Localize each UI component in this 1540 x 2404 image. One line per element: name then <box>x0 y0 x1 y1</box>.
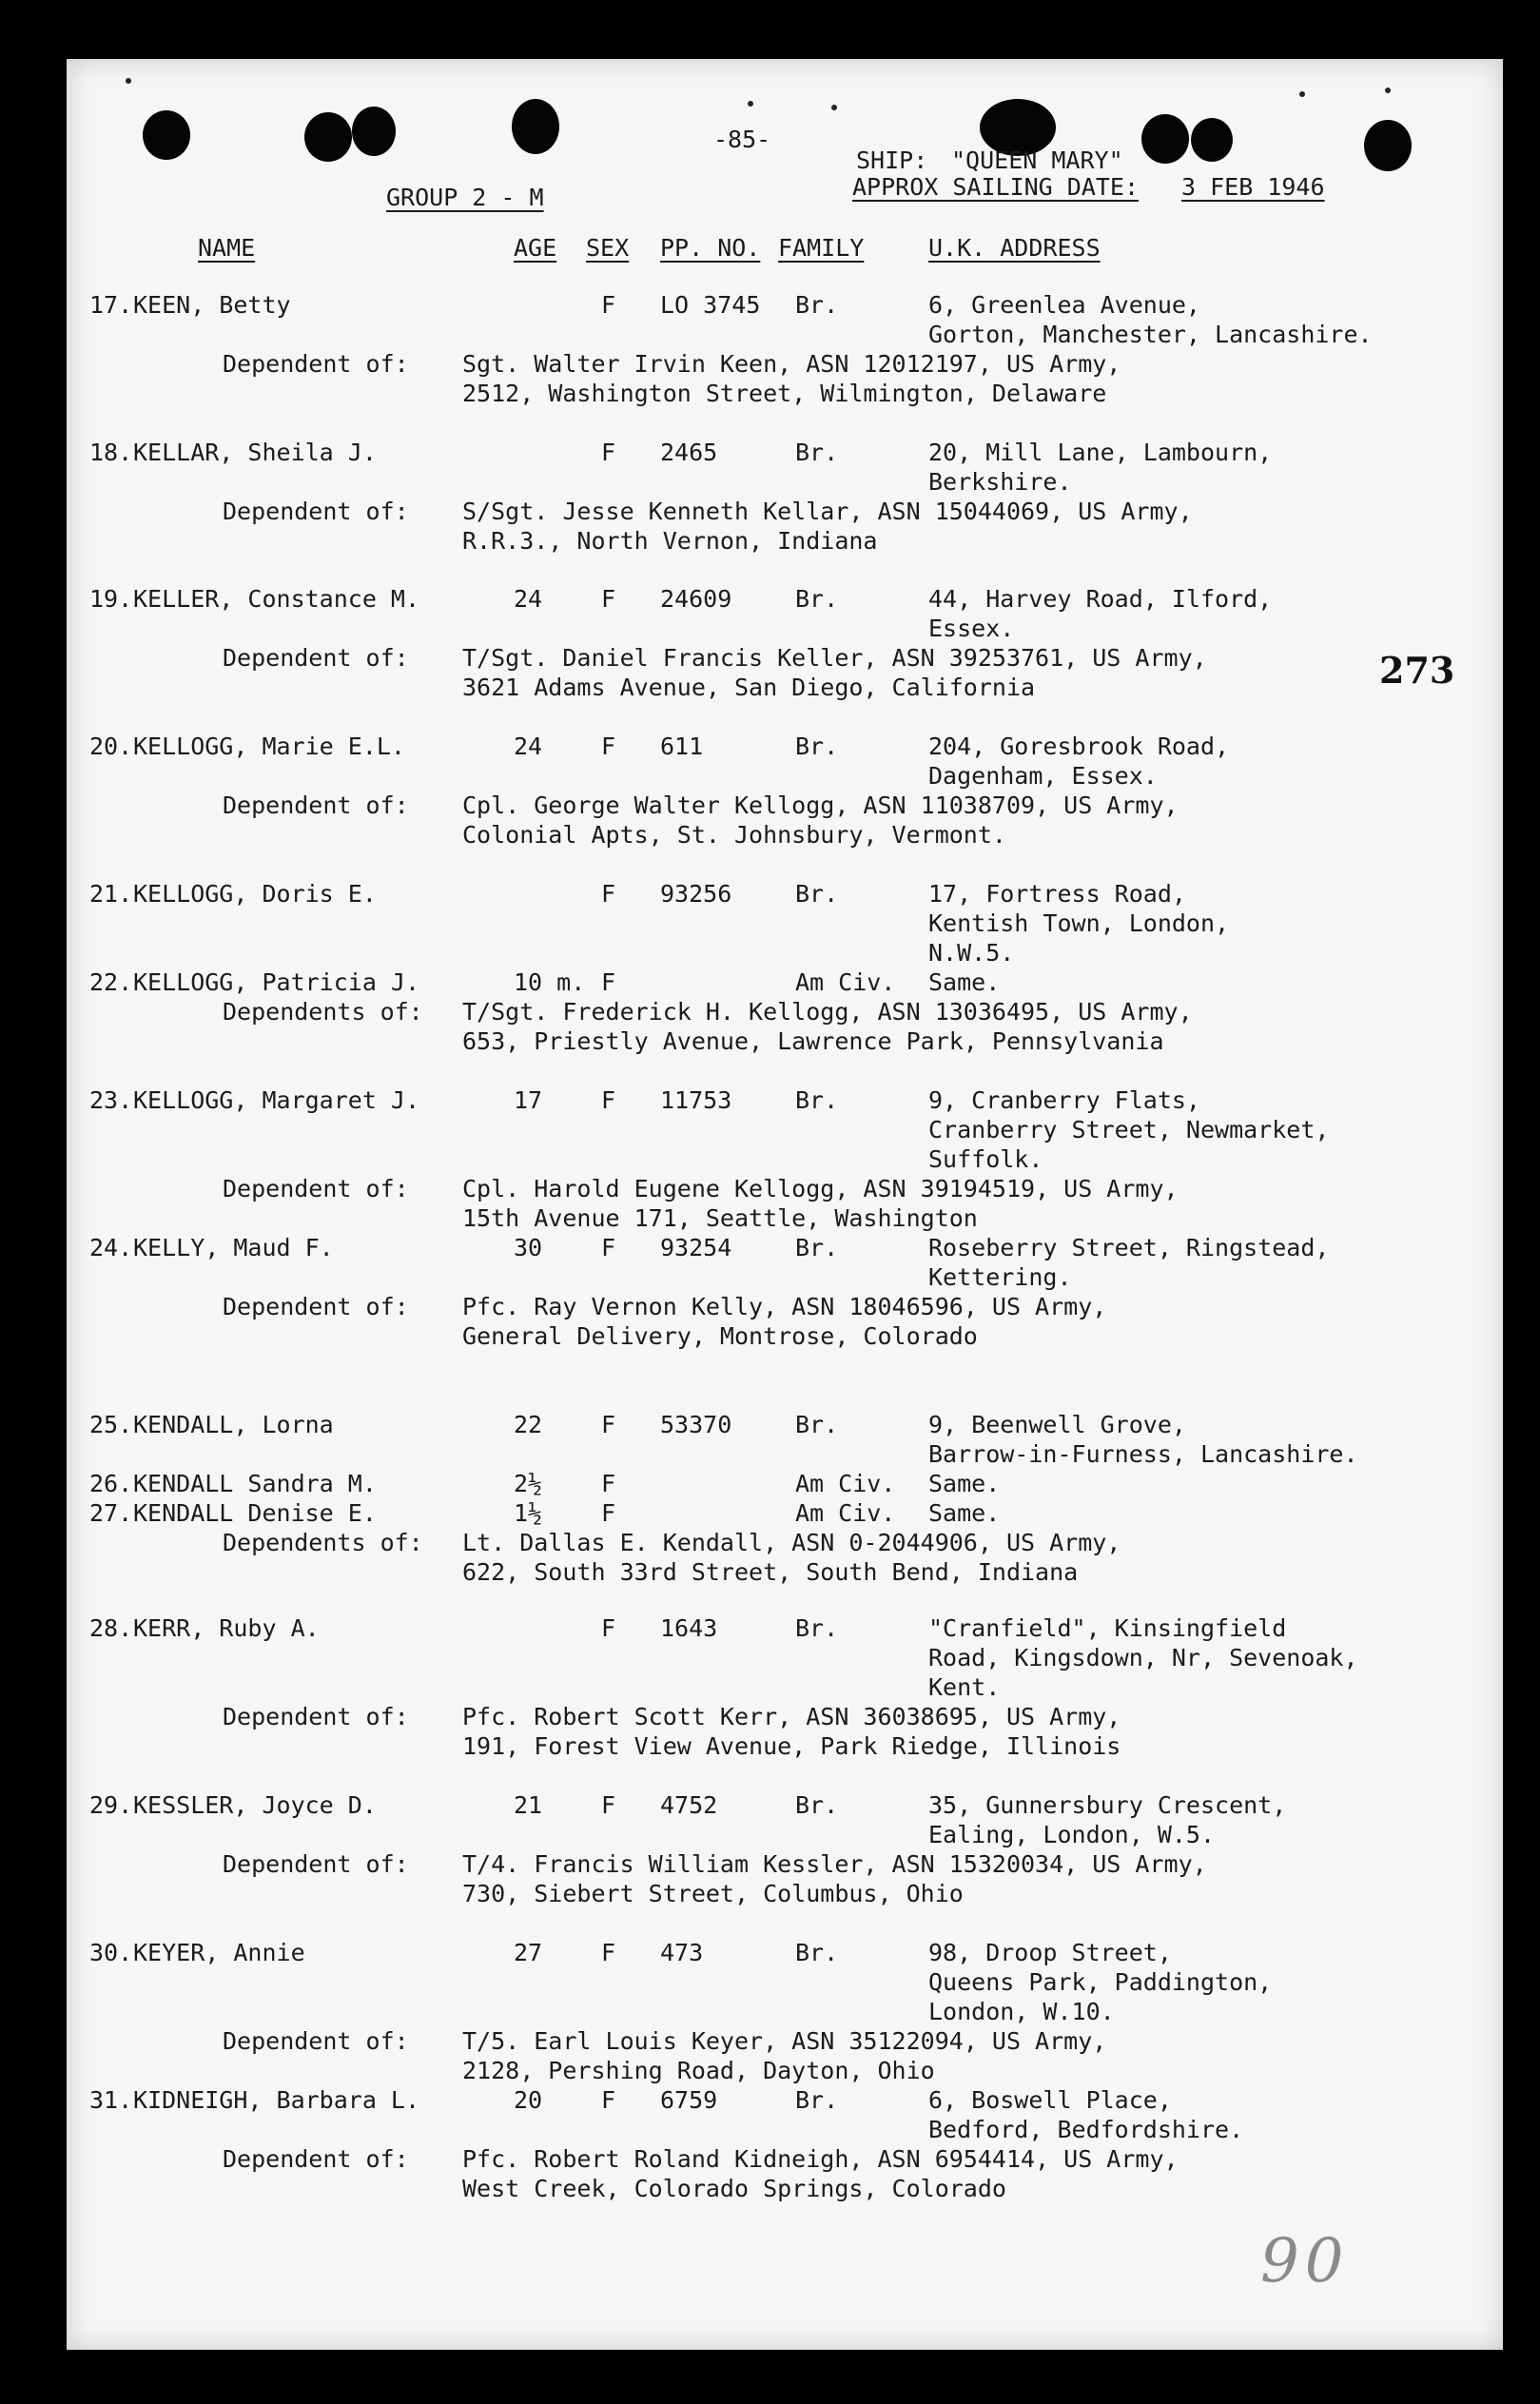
family-status: Am Civ. <box>795 1499 896 1527</box>
passenger-age: 27 <box>514 1939 543 1966</box>
passport-number: 24609 <box>660 585 732 613</box>
passenger-sex: F <box>601 1411 616 1438</box>
entry-number: 27. <box>89 1499 133 1527</box>
passenger-name: KERR, Ruby A. <box>133 1614 320 1642</box>
uk-address-line: Barrow-in-Furness, Lancashire. <box>928 1440 1358 1468</box>
dependent-label: Dependent of: <box>223 498 409 525</box>
passenger-age: 24 <box>514 585 543 613</box>
uk-address-line: N.W.5. <box>928 939 1015 967</box>
dependent-label: Dependent of: <box>223 644 409 672</box>
punch-hole <box>512 99 559 154</box>
sponsor-line: 622, South 33rd Street, South Bend, Indiana <box>462 1558 1079 1586</box>
entry-number: 23. <box>89 1086 133 1114</box>
uk-address-line: Kentish Town, London, <box>928 909 1230 937</box>
speck <box>831 105 837 110</box>
speck <box>126 78 131 84</box>
punch-hole <box>1191 118 1233 162</box>
passport-number: 1643 <box>660 1614 718 1642</box>
uk-address-line: 44, Harvey Road, Ilford, <box>928 585 1273 613</box>
entry-number: 24. <box>89 1234 133 1261</box>
passport-number: 611 <box>660 733 704 760</box>
entry-number: 28. <box>89 1614 133 1642</box>
passenger-sex: F <box>601 1499 616 1527</box>
passenger-age: 21 <box>514 1791 543 1819</box>
passenger-name: KIDNEIGH, Barbara L. <box>133 2086 420 2114</box>
dependent-label: Dependents of: <box>223 1529 423 1556</box>
ship-label: SHIP: <box>856 147 928 174</box>
uk-address-line: 6, Greenlea Avenue, <box>928 291 1200 319</box>
dependent-label: Dependent of: <box>223 792 409 819</box>
passport-number: 93254 <box>660 1234 732 1261</box>
family-status: Br. <box>795 585 839 613</box>
passenger-age: 24 <box>514 733 543 760</box>
family-status: Br. <box>795 291 839 319</box>
passenger-name: KELLOGG, Margaret J. <box>133 1086 420 1114</box>
family-status: Br. <box>795 1614 839 1642</box>
entry-number: 30. <box>89 1939 133 1966</box>
dependent-label: Dependent of: <box>223 2027 409 2055</box>
group-label: GROUP 2 - M <box>386 184 544 211</box>
passenger-age: 22 <box>514 1411 543 1438</box>
uk-address-line: Essex. <box>928 615 1015 642</box>
sponsor-line: T/Sgt. Frederick H. Kellogg, ASN 13036495, US Army, <box>462 998 1193 1026</box>
passport-number: LO 3745 <box>660 291 761 319</box>
sponsor-line: Pfc. Robert Roland Kidneigh, ASN 6954414, US Army, <box>462 2145 1179 2173</box>
uk-address-line: "Cranfield", Kinsingfield <box>928 1614 1287 1642</box>
passenger-name: KENDALL Sandra M. <box>133 1470 377 1497</box>
entry-number: 22. <box>89 968 133 996</box>
punch-hole <box>352 107 396 156</box>
passport-number: 4752 <box>660 1791 718 1819</box>
sponsor-line: 15th Avenue 171, Seattle, Washington <box>462 1204 978 1232</box>
sponsor-line: Cpl. Harold Eugene Kellogg, ASN 39194519, US Army, <box>462 1175 1179 1202</box>
punch-hole <box>304 112 352 162</box>
passenger-sex: F <box>601 291 616 319</box>
family-status: Am Civ. <box>795 1470 896 1497</box>
dependent-label: Dependent of: <box>223 1850 409 1878</box>
uk-address-line: 17, Fortress Road, <box>928 880 1186 908</box>
passenger-sex: F <box>601 1614 616 1642</box>
uk-address-line: 204, Goresbrook Road, <box>928 733 1230 760</box>
uk-address-line: Berkshire. <box>928 468 1072 496</box>
entry-number: 29. <box>89 1791 133 1819</box>
passenger-name: KEYER, Annie <box>133 1939 305 1966</box>
passenger-name: KELLOGG, Marie E.L. <box>133 733 405 760</box>
passenger-age: 20 <box>514 2086 543 2114</box>
entry-number: 19. <box>89 585 133 613</box>
family-status: Br. <box>795 1086 839 1114</box>
sponsor-line: General Delivery, Montrose, Colorado <box>462 1322 978 1350</box>
sailing-date-label: APPROX SAILING DATE: <box>852 173 1140 201</box>
sponsor-line: T/Sgt. Daniel Francis Keller, ASN 39253761, US Army, <box>462 644 1207 672</box>
sponsor-line: Lt. Dallas E. Kendall, ASN 0-2044906, US Army, <box>462 1529 1121 1556</box>
uk-address-line: Suffolk. <box>928 1145 1043 1173</box>
entry-number: 31. <box>89 2086 133 2114</box>
passport-number: 473 <box>660 1939 704 1966</box>
passenger-name: KELLOGG, Doris E. <box>133 880 377 908</box>
column-header-uk-address: U.K. ADDRESS <box>928 234 1101 262</box>
ship-name: "QUEEN MARY" <box>951 147 1123 174</box>
entry-number: 20. <box>89 733 133 760</box>
sponsor-line: T/5. Earl Louis Keyer, ASN 35122094, US Army, <box>462 2027 1107 2055</box>
sponsor-line: S/Sgt. Jesse Kenneth Kellar, ASN 15044069, US Army, <box>462 498 1193 525</box>
sponsor-line: Sgt. Walter Irvin Keen, ASN 12012197, US Army, <box>462 350 1121 378</box>
passenger-age: 30 <box>514 1234 543 1261</box>
passenger-name: KELLOGG, Patricia J. <box>133 968 420 996</box>
passenger-sex: F <box>601 585 616 613</box>
passenger-sex: F <box>601 1939 616 1966</box>
passenger-sex: F <box>601 1470 616 1497</box>
family-status: Br. <box>795 1234 839 1261</box>
speck <box>1299 91 1305 97</box>
sponsor-line: 2128, Pershing Road, Dayton, Ohio <box>462 2057 935 2084</box>
passenger-name: KELLY, Maud F. <box>133 1234 334 1261</box>
dependent-label: Dependents of: <box>223 998 423 1026</box>
family-status: Am Civ. <box>795 968 896 996</box>
column-header-family: FAMILY <box>778 234 865 262</box>
document-page <box>67 59 1503 2350</box>
uk-address-line: Cranberry Street, Newmarket, <box>928 1116 1330 1143</box>
passenger-sex: F <box>601 439 616 466</box>
entry-number: 18. <box>89 439 133 466</box>
uk-address-line: 98, Droop Street, <box>928 1939 1172 1966</box>
passport-number: 93256 <box>660 880 732 908</box>
uk-address-line: 20, Mill Lane, Lambourn, <box>928 439 1273 466</box>
uk-address-line: 35, Gunnersbury Crescent, <box>928 1791 1287 1819</box>
family-status: Br. <box>795 1939 839 1966</box>
uk-address-line: Ealing, London, W.5. <box>928 1821 1216 1848</box>
column-header-age: AGE <box>514 234 557 262</box>
sponsor-line: T/4. Francis William Kessler, ASN 15320034, US Army, <box>462 1850 1207 1878</box>
passenger-age: 17 <box>514 1086 543 1114</box>
speck <box>748 101 753 107</box>
passenger-sex: F <box>601 2086 616 2114</box>
uk-address-line: Kettering. <box>928 1263 1072 1291</box>
punch-hole <box>1364 120 1412 171</box>
entry-number: 21. <box>89 880 133 908</box>
sponsor-line: 191, Forest View Avenue, Park Riedge, Illinois <box>462 1732 1121 1760</box>
sponsor-line: 3621 Adams Avenue, San Diego, California <box>462 674 1036 701</box>
passport-number: 11753 <box>660 1086 732 1114</box>
handwritten-page-number: 90 <box>1260 2226 1350 2297</box>
uk-address-line: Dagenham, Essex. <box>928 762 1158 790</box>
uk-address-line: Queens Park, Paddington, <box>928 1968 1273 1996</box>
passenger-name: KEEN, Betty <box>133 291 291 319</box>
uk-address-line: Same. <box>928 1470 1001 1497</box>
uk-address-line: Same. <box>928 968 1001 996</box>
dependent-label: Dependent of: <box>223 1293 409 1320</box>
entry-number: 25. <box>89 1411 133 1438</box>
entry-number: 26. <box>89 1470 133 1497</box>
passport-number: 2465 <box>660 439 718 466</box>
dependent-label: Dependent of: <box>223 1175 409 1202</box>
uk-address-line: Road, Kingsdown, Nr, Sevenoak, <box>928 1644 1358 1671</box>
column-header-pp-no: PP. NO. <box>660 234 761 262</box>
passenger-name: KELLAR, Sheila J. <box>133 439 377 466</box>
uk-address-line: Bedford, Bedfordshire. <box>928 2116 1244 2143</box>
punch-hole <box>143 110 190 160</box>
sponsor-line: Colonial Apts, St. Johnsbury, Vermont. <box>462 821 1006 849</box>
passenger-age: 2½ <box>514 1470 543 1497</box>
passenger-sex: F <box>601 1086 616 1114</box>
sponsor-line: West Creek, Colorado Springs, Colorado <box>462 2175 1006 2202</box>
family-status: Br. <box>795 2086 839 2114</box>
uk-address-line: Same. <box>928 1499 1001 1527</box>
stamp-number: 273 <box>1379 649 1455 692</box>
passport-number: 6759 <box>660 2086 718 2114</box>
family-status: Br. <box>795 1791 839 1819</box>
passport-number: 53370 <box>660 1411 732 1438</box>
sponsor-line: 653, Priestly Avenue, Lawrence Park, Pennsylvania <box>462 1027 1164 1055</box>
uk-address-line: Kent. <box>928 1673 1001 1701</box>
passenger-name: KENDALL, Lorna <box>133 1411 334 1438</box>
passenger-sex: F <box>601 1234 616 1261</box>
family-status: Br. <box>795 880 839 908</box>
uk-address-line: London, W.10. <box>928 1998 1115 2025</box>
speck <box>1385 88 1391 93</box>
family-status: Br. <box>795 439 839 466</box>
uk-address-line: Roseberry Street, Ringstead, <box>928 1234 1330 1261</box>
dependent-label: Dependent of: <box>223 1703 409 1730</box>
family-status: Br. <box>795 1411 839 1438</box>
dependent-label: Dependent of: <box>223 2145 409 2173</box>
sponsor-line: Pfc. Robert Scott Kerr, ASN 36038695, US Army, <box>462 1703 1121 1730</box>
passenger-name: KENDALL Denise E. <box>133 1499 377 1527</box>
sponsor-line: Cpl. George Walter Kellogg, ASN 11038709, US Army, <box>462 792 1179 819</box>
uk-address-line: Gorton, Manchester, Lancashire. <box>928 321 1373 348</box>
passenger-sex: F <box>601 968 616 996</box>
column-header-name: NAME <box>198 234 256 262</box>
uk-address-line: 6, Boswell Place, <box>928 2086 1172 2114</box>
passenger-sex: F <box>601 880 616 908</box>
sponsor-line: 730, Siebert Street, Columbus, Ohio <box>462 1880 964 1907</box>
entry-number: 17. <box>89 291 133 319</box>
dependent-label: Dependent of: <box>223 350 409 378</box>
sponsor-line: R.R.3., North Vernon, Indiana <box>462 527 878 555</box>
page-number: -85- <box>713 126 771 153</box>
family-status: Br. <box>795 733 839 760</box>
passenger-sex: F <box>601 1791 616 1819</box>
punch-hole <box>1141 114 1189 164</box>
passenger-name: KESSLER, Joyce D. <box>133 1791 377 1819</box>
sponsor-line: Pfc. Ray Vernon Kelly, ASN 18046596, US Army, <box>462 1293 1107 1320</box>
column-header-sex: SEX <box>586 234 630 262</box>
sailing-date: 3 FEB 1946 <box>1181 173 1325 201</box>
uk-address-line: 9, Cranberry Flats, <box>928 1086 1200 1114</box>
passenger-age: 1½ <box>514 1499 543 1527</box>
passenger-name: KELLER, Constance M. <box>133 585 420 613</box>
passenger-sex: F <box>601 733 616 760</box>
sponsor-line: 2512, Washington Street, Wilmington, Delaware <box>462 380 1107 407</box>
uk-address-line: 9, Beenwell Grove, <box>928 1411 1186 1438</box>
passenger-age: 10 m. <box>514 968 586 996</box>
